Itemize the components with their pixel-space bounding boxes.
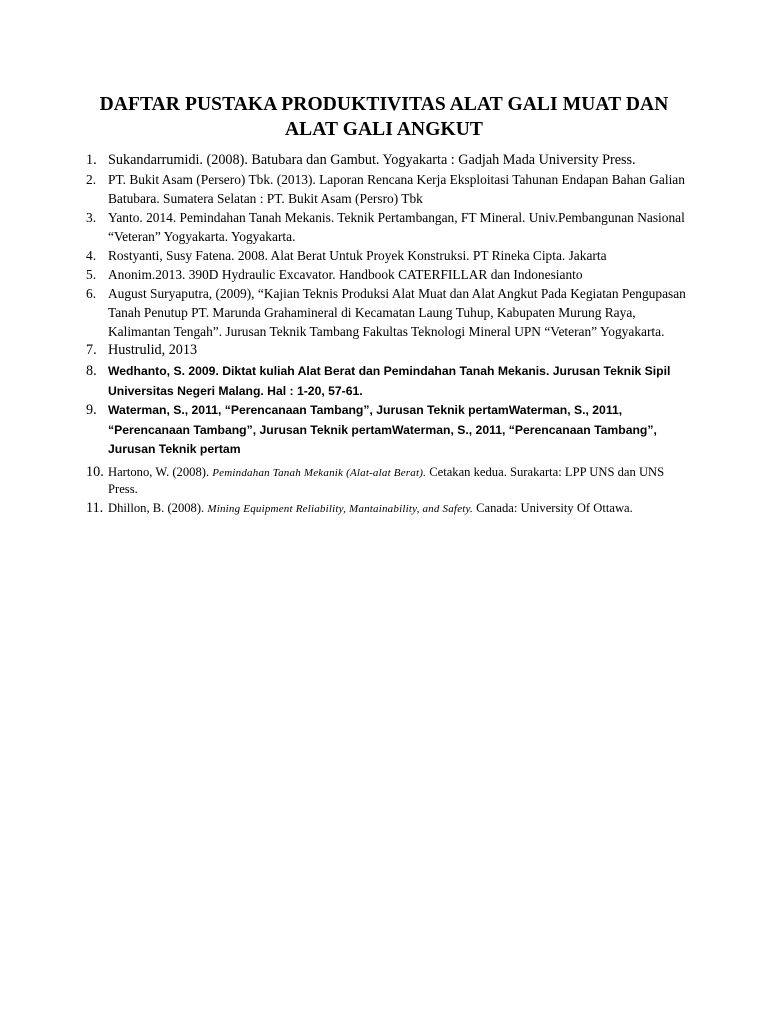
reference-item (86, 151, 686, 170)
reference-title: Mining Equipment Reliability, Mantainability, and Safety. (207, 502, 473, 515)
reference-number: 3. (86, 210, 97, 225)
reference-number: 7. (86, 342, 97, 358)
reference-author: Hartono, W. (2008). (108, 464, 213, 479)
reference-number: 5. (86, 267, 97, 282)
reference-number: 11. (86, 499, 104, 516)
reference-author: Dhillon, B. (2008). (108, 500, 208, 515)
reference-item (86, 401, 686, 460)
reference-item (86, 170, 686, 208)
reference-text: Anonim.2013. 390D Hydraulic Excavator. Handbook CATERFILLAR dan Indonesianto (108, 267, 583, 282)
reference-item (86, 265, 686, 284)
reference-number: 8. (86, 363, 97, 379)
reference-item (86, 500, 686, 517)
reference-number: 6. (86, 286, 97, 301)
reference-item (86, 341, 686, 360)
reference-text: August Suryaputra, (2009), “Kajian Teknis Produksi Alat Muat dan Alat Angkut Pada Kegiatan Pengupasan Tanah Penutup PT. Marunda Grahamineral di Kecamatan Laung Tuhup, Kabupaten Murung Raya, Kalimantan Tengah”. Jurusan Teknik Tambang Fakultas Teknologi Mineral UPN “Veteran” Yogyakarta. (108, 286, 686, 339)
reference-number: 1. (86, 152, 97, 168)
reference-text: Hustrulid, 2013 (108, 342, 198, 358)
reference-item (86, 362, 686, 401)
reference-item (86, 246, 686, 265)
reference-item (86, 208, 686, 246)
reference-publisher: Canada: University Of Ottawa. (472, 500, 633, 515)
reference-item (86, 464, 686, 497)
reference-number: 2. (86, 172, 97, 187)
reference-text: Yanto. 2014. Pemindahan Tanah Mekanis. Teknik Pertambangan, FT Mineral. Univ.Pembangunan Nasional “Veteran” Yogyakarta. Yogyakarta. (108, 210, 685, 244)
reference-text: Rostyanti, Susy Fatena. 2008. Alat Berat Untuk Proyek Konstruksi. PT Rineka Cipta. Jakarta (108, 248, 607, 263)
reference-number: 9. (86, 402, 97, 418)
reference-number: 4. (86, 248, 97, 263)
reference-text: Wedhanto, S. 2009. Diktat kuliah Alat Berat dan Pemindahan Tanah Mekanis. Jurusan Teknik Sipil Universitas Negeri Malang. Hal : 1-20, 57-61. (108, 364, 671, 398)
reference-text: PT. Bukit Asam (Persero) Tbk. (2013). Laporan Rencana Kerja Eksploitasi Tahunan Endapan Bahan Galian Batubara. Sumatera Selatan : PT. Bukit Asam (Persro) Tbk (108, 172, 685, 206)
reference-text: Sukandarrumidi. (2008). Batubara dan Gambut. Yogyakarta : Gadjah Mada University Press. (108, 152, 636, 168)
reference-title: Pemindahan Tanah Mekanik (Alat-alat Berat). (212, 466, 427, 479)
document-title: DAFTAR PUSTAKA PRODUKTIVITAS ALAT GALI MUAT DAN ALAT GALI ANGKUT (99, 94, 669, 140)
reference-text: Waterman, S., 2011, “Perencanaan Tambang”, Jurusan Teknik pertamWaterman, S., 2011, “Perencanaan Tambang”, Jurusan Teknik pertamWaterman, S., 2011, “Perencanaan Tambang”, Jurusan Teknik pertam (108, 403, 657, 456)
reference-list (86, 151, 686, 517)
reference-number: 10. (86, 463, 104, 480)
reference-item (86, 284, 686, 341)
reference-publisher: Cetakan kedua. Surakarta: LPP UNS dan UNS Press. (108, 464, 665, 496)
